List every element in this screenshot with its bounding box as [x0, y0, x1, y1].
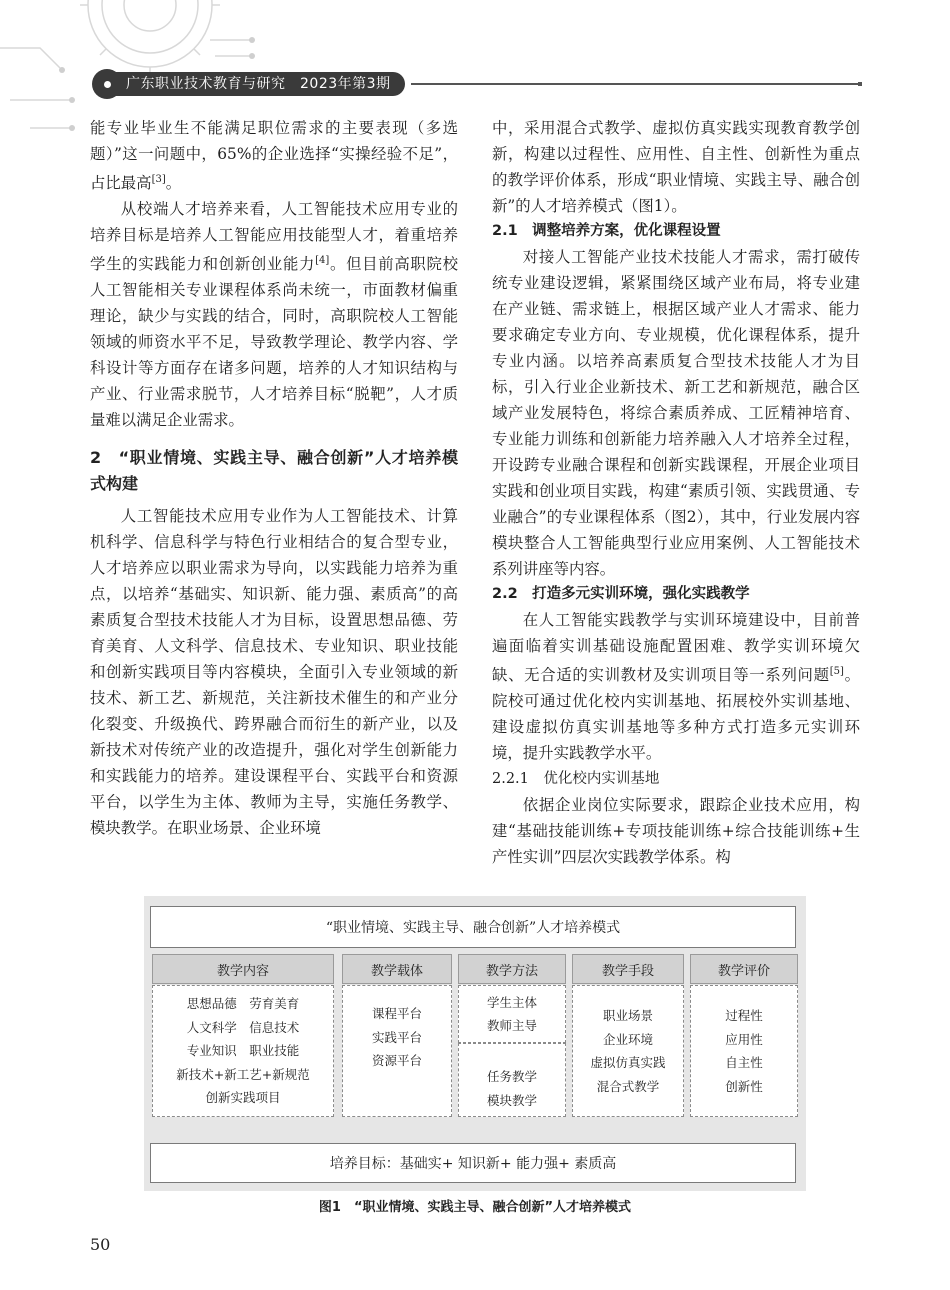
- figure-item: 人文科学 信息技术: [186, 1019, 300, 1035]
- journal-header: [92, 69, 860, 99]
- journal-title: [116, 72, 405, 96]
- figure-column-head: 教学方法: [458, 954, 566, 984]
- figure-1: [144, 896, 806, 1191]
- figure-item: 创新实践项目: [205, 1090, 281, 1106]
- figure-column-head: 教学手段: [572, 954, 684, 984]
- reference-mark[interactable]: [3]: [151, 174, 166, 185]
- figure-item: 模块教学: [486, 1092, 537, 1108]
- figure-column-body: [342, 985, 452, 1117]
- figure-item: 学生主体: [486, 994, 537, 1010]
- page-number: 50: [90, 1235, 111, 1254]
- subsection-heading: 2.1 调整培养方案，优化课程设置: [492, 223, 721, 239]
- right-column: [492, 115, 860, 870]
- figure-item: 混合式教学: [596, 1078, 660, 1094]
- header-circle-icon: [92, 69, 122, 99]
- figure-column-body: [690, 985, 798, 1117]
- reference-mark[interactable]: [5]: [829, 666, 844, 677]
- paragraph: 人工智能技术应用专业作为人工智能技术、计算机科学、信息科学与特色行业相结合的复合型专业，人才培养应以职业需求为导向，以实践能力培养为重点，以培养“基础实、知识新、能力强、素质高”的高素质复合型技术技能人才为目标，设置思想品德、劳育美育、人文科学、信息技术、专业知识、职业技能和创新实践项目等内容模块，全面引入专业领域的新技术、新工艺、新规范，关注新技术催生的和产业分化裂变、升级换代、跨界融合而衍生的新产业，以及新技术对传统产业的改造提升，强化对学生创新能力和实践能力的培养。建设课程平台、实践平台和资源平台，以学生为主体、教师为主导，实施任务教学、模块教学。在职业场景、企业环境: [90, 507, 458, 837]
- figure-column-body: [458, 985, 566, 1043]
- figure-column-body: [458, 1043, 566, 1117]
- figure-item: 新技术+新工艺+新规范: [176, 1066, 310, 1082]
- subsection-heading: 2.2 打造多元实训环境，强化实践教学: [492, 586, 750, 602]
- paragraph: 在人工智能实践教学与实训环境建设中，目前普遍面临着实训基础设施配置困难、教学实训环境欠缺、无合适的实训教材及实训项目等一系列问题[5]。院校可通过优化校内实训基地、拓展校外实训基地、建设虚拟仿真实训基地等多种方式打造多元实训环境，提升实践教学水平。: [492, 611, 860, 762]
- figure-column-head: 教学内容: [152, 954, 334, 984]
- figure-column-body: [572, 985, 684, 1117]
- subsubsection-heading: 2.2.1 优化校内实训基地: [492, 771, 660, 787]
- figure-item: 虚拟仿真实践: [590, 1055, 666, 1070]
- journal-name: 广东职业技术教育与研究: [126, 76, 286, 92]
- header-rule-end: [858, 82, 862, 86]
- paragraph: 依据企业岗位实际要求，跟踪企业技术应用，构建“基础技能训练+专项技能训练+综合技能训练+生产性实训”四层次实践教学体系。构: [492, 796, 860, 866]
- paragraph: 中，采用混合式教学、虚拟仿真实践实现教育教学创新，构建以过程性、应用性、自主性、创新性为重点的教学评价体系，形成“职业情境、实践主导、融合创新”的人才培养模式（图1）。: [492, 119, 860, 215]
- paragraph: 从校端人才培养来看，人工智能技术应用专业的培养目标是培养人工智能应用技能型人才，着重培养学生的实践能力和创新创业能力[4]。但目前高职院校人工智能相关专业课程体系尚未统一，市面教材偏重理论，缺少与实践的结合，同时，高职院校人工智能领域的师资水平不足，导致教学理论、教学内容、学科设计等方面存在诸多问题，培养的人才知识结构与产业、行业需求脱节，人才培养目标“脱靶”，人才质量难以满足企业需求。: [90, 200, 458, 429]
- figure-column-head: 教学载体: [342, 954, 452, 984]
- journal-issue: 2023年第3期: [300, 76, 391, 92]
- figure-item: 专业知识 职业技能: [186, 1043, 300, 1059]
- figure-item: 任务教学: [486, 1069, 537, 1084]
- figure-item: 资源平台: [371, 1053, 422, 1068]
- section-heading: 2 “职业情境、实践主导、融合创新”人才培养模式构建: [90, 448, 458, 493]
- figure-column-head: 教学评价: [690, 954, 798, 984]
- paragraph: 对接人工智能产业技术技能人才需求，需打破传统专业建设逻辑，紧紧围绕区域产业布局，将专业建在产业链、需求链上，根据区域产业人才需求、能力要求确定专业方向、专业规模，优化课程体系，提升专业内涵。以培养高素质复合型技术技能人才为目标，引入行业企业新技术、新工艺和新规范，融合区域产业发展特色，将综合素质养成、工匠精神培育、专业能力训练和创新能力培养融入人才培养全过程，开设跨专业融合课程和创新实践课程，开展企业项目实践和创业项目实践，构建“素质引领、实践贯通、专业融合”的专业课程体系（图2），其中，行业发展内容模块整合人工智能典型行业应用案例、人工智能技术系列讲座等内容。: [492, 248, 860, 578]
- left-column: [90, 115, 458, 841]
- figure-caption: 图1 “职业情境、实践主导、融合创新”人才培养模式: [318, 1200, 632, 1215]
- figure-item: 企业环境: [602, 1031, 653, 1047]
- figure-item: 实践平台: [371, 1029, 422, 1045]
- figure-item: 教师主导: [486, 1018, 537, 1033]
- figure-columns: [150, 954, 798, 1120]
- figure-bottom-goal: 培养目标：基础实+ 知识新+ 能力强+ 素质高: [150, 1143, 796, 1183]
- figure-column-body: [152, 985, 334, 1117]
- figure-item: 思想品德 劳育美育: [186, 996, 300, 1012]
- figure-item: 课程平台: [371, 1006, 422, 1021]
- figure-item: 应用性: [725, 1031, 763, 1047]
- figure-item: 自主性: [725, 1055, 763, 1070]
- header-rule: [411, 83, 860, 85]
- figure-top-title: “职业情境、实践主导、融合创新”人才培养模式: [150, 906, 796, 948]
- paragraph: 能专业毕业生不能满足职位需求的主要表现（多选题）”这一问题中，65%的企业选择“实操经验不足”，占比最高[3]。: [90, 119, 458, 192]
- reference-mark[interactable]: [4]: [315, 255, 330, 266]
- figure-item: 过程性: [725, 1008, 763, 1023]
- figure-item: 创新性: [725, 1078, 763, 1094]
- figure-item: 职业场景: [602, 1008, 653, 1023]
